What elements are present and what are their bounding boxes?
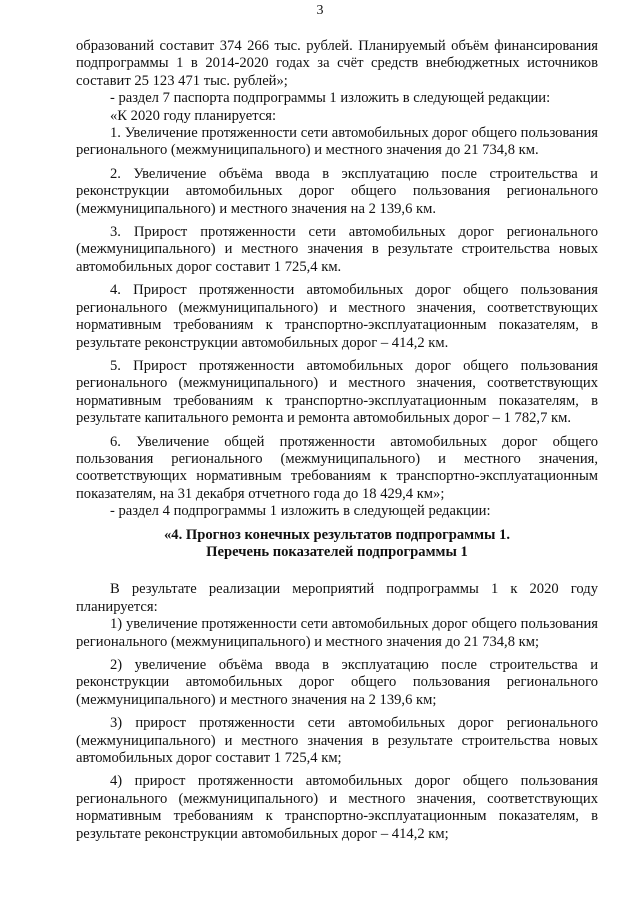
paragraph-result-3: 3) прирост протяженности сети автомобильных дорог регионального (межмуниципального) и местного значения в результате строительства новых автомобильных дорог составит 1 725,4 км; [76, 715, 598, 767]
paragraph-results-intro: В результате реализации мероприятий подпрограммы 1 к 2020 году планируется: [76, 581, 598, 615]
paragraph-item-5: 5. Прирост протяженности автомобильных дорог общего пользования регионального (межмуниципального) и местного значения, соответствующих нормативным требованиям к транспортно-эксплуатационным показателям, в результате капитального ремонта и ремонта автомобильных дорог – 1 782,7 км. [76, 357, 598, 427]
section-heading-line2: Перечень показателей подпрограммы 1 [206, 543, 468, 560]
paragraph-item-6: 6. Увеличение общей протяженности автомобильных дорог общего пользования регионального (межмуниципального) и местного значения, соответствующих нормативным требованиям к транспортно-эксплуатационным показателям, на 31 декабря отчетного года до 18 429,4 км»; [76, 433, 598, 502]
paragraph-plan-intro: «К 2020 году планируется: [110, 107, 277, 124]
paragraph-financing: образований составит 374 266 тыс. рублей. Планируемый объём финансирования подпрограммы 1 в 2014-2020 годах за счёт средств внебюджетных источников составит 25 123 471 тыс. рублей»; [76, 38, 598, 89]
paragraph-result-1: 1) увеличение протяженности сети автомобильных дорог общего пользования регионального (межмуниципального) и местного значения до 21 734,8 км; [76, 616, 598, 650]
page-number: 3 [316, 3, 324, 18]
paragraph-item-2: 2. Увеличение объёма ввода в эксплуатацию после строительства и реконструкции автомобильных дорог общего пользования регионального (межмуниципального) и местного значения на 2 139,6 км. [76, 165, 598, 217]
paragraph-section4-intro: - раздел 4 подпрограммы 1 изложить в следующей редакции: [110, 503, 491, 520]
paragraph-item-3: 3. Прирост протяженности сети автомобильных дорог регионального (межмуниципального) и местного значения в результате строительства новых автомобильных дорог составит 1 725,4 км. [76, 224, 598, 275]
paragraph-result-2: 2) увеличение объёма ввода в эксплуатацию после строительства и реконструкции автомобильных дорог общего пользования регионального (межмуниципального) и местного значения на 2 139,6 км; [76, 657, 598, 708]
section-heading-line1: «4. Прогноз конечных результатов подпрограммы 1. [163, 526, 511, 543]
paragraph-item-4: 4. Прирост протяженности автомобильных дорог общего пользования регионального (межмуниципального) и местного значения, соответствующих нормативным требованиям к транспортно-эксплуатационным показателям, в результате реконструкции автомобильных дорог – 414,2 км. [76, 282, 598, 351]
paragraph-item-1: 1. Увеличение протяженности сети автомобильных дорог общего пользования регионального (межмуниципального) и местного значения до 21 734,8 км. [76, 125, 598, 159]
document-body [76, 38, 598, 843]
paragraph-result-4: 4) прирост протяженности автомобильных дорог общего пользования регионального (межмуниципального) и местного значения, соответствующих нормативным требованиям к транспортно-эксплуатационным показателям, в результате реконструкции автомобильных дорог – 414,2 км; [76, 773, 598, 842]
paragraph-section7-intro: - раздел 7 паспорта подпрограммы 1 изложить в следующей редакции: [110, 90, 551, 107]
